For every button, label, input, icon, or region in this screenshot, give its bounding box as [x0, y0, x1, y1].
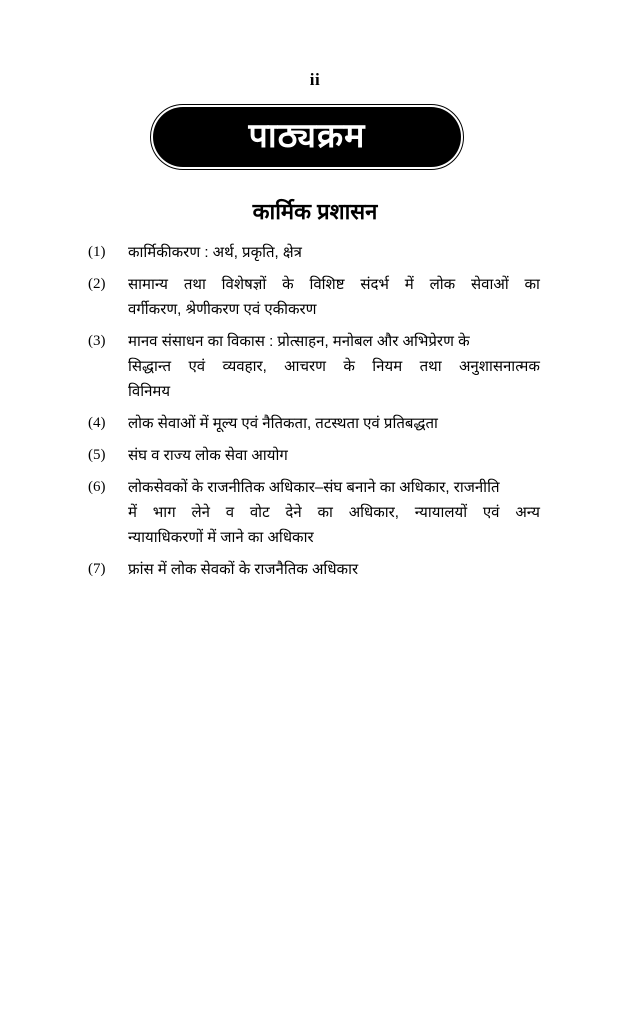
syllabus-item-line: संघ व राज्य लोक सेवा आयोग [128, 447, 288, 464]
syllabus-item-text [128, 329, 540, 404]
syllabus-item-number: (7) [88, 561, 106, 577]
syllabus-item [88, 475, 540, 550]
syllabus-item-number: (4) [88, 415, 106, 431]
syllabus-item-text [128, 475, 540, 550]
banner-inner-fill [153, 107, 461, 167]
line-word: नियम [372, 358, 403, 375]
line-word: अधिकार, [348, 504, 399, 521]
line-word: व [225, 504, 235, 521]
syllabus-item-line: न्यायाधिकरणों में जाने का अधिकार [128, 529, 314, 546]
syllabus-item [88, 443, 540, 468]
line-word: आचरण [284, 358, 327, 375]
syllabus-item-text [128, 411, 540, 436]
syllabus-item-text [128, 443, 540, 468]
line-word: न्यायालयों [414, 504, 468, 521]
line-word: तथा [419, 358, 442, 375]
syllabus-item [88, 557, 540, 582]
banner-title: पाठ्यक्रम [248, 116, 366, 155]
syllabus-item-number: (3) [88, 333, 106, 349]
line-word: सेवाओं [470, 276, 509, 293]
line-word: विशेषज्ञों [221, 276, 267, 293]
line-word: देने [285, 504, 302, 521]
line-word: अन्य [515, 504, 540, 521]
line-word: वोट [249, 504, 270, 521]
line-word: भाग [152, 504, 176, 521]
line-word: विशिष्ट [309, 276, 345, 293]
line-word: तथा [183, 276, 206, 293]
line-word: व्यवहार, [222, 358, 267, 375]
line-word: सिद्धान्त [128, 358, 172, 375]
line-word: का [317, 504, 333, 521]
line-word: के [282, 276, 294, 293]
line-word: एवं [482, 504, 500, 521]
syllabus-item-line [128, 354, 540, 379]
syllabus-item [88, 272, 540, 322]
syllabus-item-number: (5) [88, 447, 106, 463]
line-word: लोक [429, 276, 456, 293]
syllabus-item [88, 240, 540, 265]
syllabus-item-line: फ्रांस में लोक सेवकों के राजनैतिक अधिकार [128, 561, 359, 578]
line-word: एवं [188, 358, 206, 375]
syllabus-item-line: मानव संसाधन का विकास : प्रोत्साहन, मनोबल और अभिप्रेरण के [128, 333, 470, 350]
syllabus-list [88, 240, 540, 589]
line-word: अनुशासनात्मक [458, 358, 540, 375]
syllabus-item-line: कार्मिकीकरण : अर्थ, प्रकृति, क्षेत्र [128, 244, 302, 261]
syllabus-item-text [128, 240, 540, 265]
syllabus-item-text [128, 557, 540, 582]
line-word: में [128, 504, 137, 521]
syllabus-banner [150, 104, 464, 170]
line-word: के [343, 358, 355, 375]
syllabus-item-number: (6) [88, 479, 106, 495]
syllabus-item-line [128, 272, 540, 297]
syllabus-item-line: लोक सेवाओं में मूल्य एवं नैतिकता, तटस्थता एवं प्रतिबद्धता [128, 415, 438, 432]
syllabus-item-line: लोकसेवकों के राजनीतिक अधिकार–संघ बनाने का अधिकार, राजनीति [128, 479, 500, 496]
syllabus-item-line [128, 500, 540, 525]
syllabus-item-line: विनिमय [128, 383, 171, 400]
line-word: का [524, 276, 540, 293]
page-number: ii [309, 70, 321, 89]
line-word: में [404, 276, 414, 293]
syllabus-item-number: (1) [88, 244, 106, 260]
line-word: लेने [191, 504, 210, 521]
section-title: कार्मिक प्रशासन [252, 199, 378, 224]
syllabus-item [88, 411, 540, 436]
syllabus-item [88, 329, 540, 404]
line-word: संदर्भ [360, 276, 389, 293]
syllabus-item-number: (2) [88, 276, 106, 292]
line-word: सामान्य [128, 276, 169, 293]
syllabus-item-line: वर्गीकरण, श्रेणीकरण एवं एकीकरण [128, 301, 317, 318]
syllabus-item-text [128, 272, 540, 322]
